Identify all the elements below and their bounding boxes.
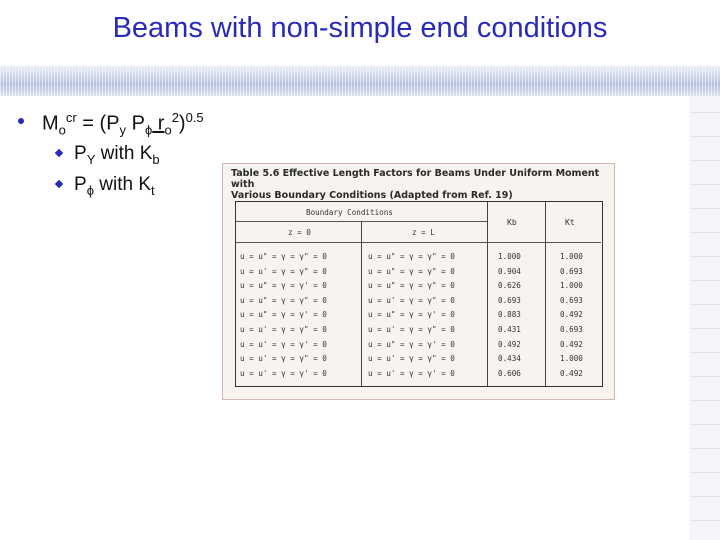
header-kt: Kt xyxy=(565,218,575,227)
divider xyxy=(236,221,487,222)
table-cell-z0: u = u' = γ = γ' = 0 xyxy=(240,339,327,349)
header-kb: Kb xyxy=(507,218,517,227)
table-cell-zL: u = u' = γ = γ" = 0 xyxy=(368,354,455,364)
decorative-edge xyxy=(690,96,720,540)
table-cell-kb: 0.606 xyxy=(498,368,521,378)
slide-title: Beams with non-simple end conditions xyxy=(112,12,608,44)
table-cell-z0: u = u' = γ = γ' = 0 xyxy=(240,368,327,378)
table-cell-kb: 0.883 xyxy=(498,310,521,320)
text: r xyxy=(152,112,165,135)
text: with K xyxy=(95,143,153,164)
text: ) xyxy=(178,112,186,135)
table-cell-z0: u = u" = γ = γ" = 0 xyxy=(240,252,327,261)
text: ϕ xyxy=(144,122,153,138)
header-zL: z = L xyxy=(412,228,435,237)
table-cell-z0: u = u' = γ = γ" = 0 xyxy=(240,354,327,364)
sub-bullet-py xyxy=(56,143,160,167)
text: Y xyxy=(86,151,96,167)
table-cell-z0: u = u" = γ = γ" = 0 xyxy=(240,295,327,305)
table-cell-z0: u = u' = γ = γ" = 0 xyxy=(240,325,327,334)
text: = (P xyxy=(76,112,120,135)
table-cell-kb: 0.431 xyxy=(498,325,521,334)
text: with K xyxy=(93,174,151,195)
table-cell-kt: 0.492 xyxy=(560,310,583,320)
bullet-dot-icon xyxy=(18,118,24,124)
table-cell-zL: u = u" = γ = γ" = 0 xyxy=(368,266,455,276)
header-z0: z = 0 xyxy=(288,228,311,237)
table-cell-z0: u = u' = γ = γ" = 0 xyxy=(240,266,327,276)
table-cell-zL: u = u" = γ = γ' = 0 xyxy=(368,310,455,320)
table-cell-kt: 0.693 xyxy=(560,295,583,305)
table-cell-z0: u = u" = γ = γ' = 0 xyxy=(240,310,327,320)
bullet-critical-moment xyxy=(18,110,204,138)
text: 2 xyxy=(171,110,179,125)
table-cell-z0: u = u" = γ = γ' = 0 xyxy=(240,281,327,291)
text: o xyxy=(58,122,66,138)
divider xyxy=(545,202,546,386)
text: 0.5 xyxy=(185,110,204,125)
table-cell-kt: 0.492 xyxy=(560,339,583,349)
table-cell-kb: 0.434 xyxy=(498,354,521,364)
title-divider xyxy=(0,66,720,96)
divider xyxy=(361,222,362,386)
text: t xyxy=(151,182,155,198)
table-cell-zL: u = u" = γ = γ" = 0 xyxy=(368,252,455,261)
table-cell-zL: u = u' = γ = γ" = 0 xyxy=(368,325,455,334)
divider xyxy=(487,202,488,386)
effective-length-table-image xyxy=(222,163,615,400)
table-cell-kt: 0.693 xyxy=(560,325,583,334)
divider xyxy=(236,242,601,243)
table-caption: Table 5.6 Effective Length Factors for Beams Under Uniform Moment with Various Boundary Conditions (Adapted from Ref. 19) xyxy=(231,168,600,201)
table-cell-kt: 0.693 xyxy=(560,266,583,276)
diamond-bullet-icon xyxy=(55,149,63,157)
table-cell-zL: u = u" = γ = γ' = 0 xyxy=(368,339,455,349)
text: o xyxy=(164,122,172,138)
table-frame xyxy=(235,201,603,387)
table-cell-kt: 1.000 xyxy=(560,252,583,261)
table-cell-zL: u = u' = γ = γ' = 0 xyxy=(368,368,455,378)
table-cell-kb: 0.904 xyxy=(498,266,521,276)
table-cell-kb: 1.000 xyxy=(498,252,521,261)
table-cell-kb: 0.693 xyxy=(498,295,521,305)
table-cell-kt: 1.000 xyxy=(560,281,583,291)
text: ϕ xyxy=(86,182,94,198)
text: M xyxy=(42,112,59,135)
text: P xyxy=(74,174,87,195)
header-boundary-conditions: Boundary Conditions xyxy=(306,208,393,217)
table-cell-kt: 1.000 xyxy=(560,354,583,364)
text: P xyxy=(74,143,87,164)
text: cr xyxy=(65,110,77,125)
table-cell-kt: 0.492 xyxy=(560,368,583,378)
table-cell-kb: 0.626 xyxy=(498,281,521,291)
text: b xyxy=(152,151,160,167)
table-cell-zL: u = u" = γ = γ" = 0 xyxy=(368,281,455,291)
table-cell-zL: u = u' = γ = γ" = 0 xyxy=(368,295,455,305)
text: P xyxy=(126,112,145,135)
sub-bullet-pphi xyxy=(56,174,155,198)
text: y xyxy=(119,122,127,138)
table-cell-kb: 0.492 xyxy=(498,339,521,349)
diamond-bullet-icon xyxy=(55,180,63,188)
